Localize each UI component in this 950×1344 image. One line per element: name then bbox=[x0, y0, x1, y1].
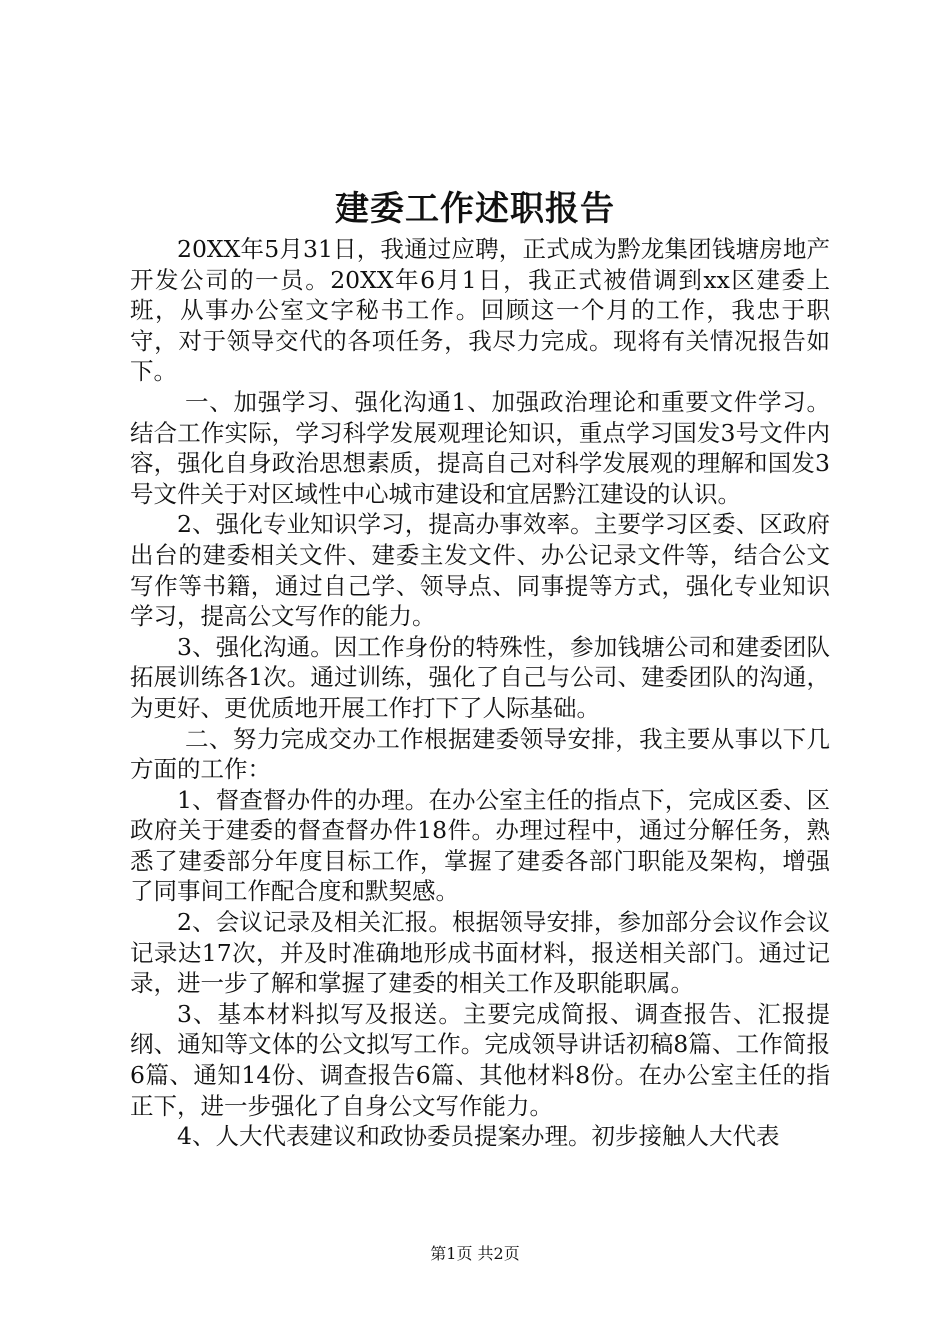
page-number-footer: 第1页 共2页 bbox=[430, 1244, 520, 1263]
paragraph-intro: 20XX年5月31日，我通过应聘，正式成为黔龙集团钱塘房地产开发公司的一员。20XX年6月1日，我正式被借调到xx区建委上班，从事办公室文字秘书工作。回顾这一个月的工作，我忠于职守，对于领导交代的各项任务，我尽力完成。现将有关情况报告如下。 bbox=[130, 235, 830, 386]
paragraph-item-2-2: 2、会议记录及相关汇报。根据领导安排，参加部分会议作会议记录达17次，并及时准确地形成书面材料，报送相关部门。通过记录，进一步了解和掌握了建委的相关工作及职能职属。 bbox=[130, 908, 830, 998]
document-title: 建委工作述职报告 bbox=[335, 189, 615, 229]
paragraph-section-2: 二、努力完成交办工作根据建委领导安排，我主要从事以下几方面的工作： bbox=[130, 724, 830, 784]
paragraph-item-2-1: 1、督查督办件的办理。在办公室主任的指点下，完成区委、区政府关于建委的督查督办件18件。办理过程中，通过分解任务，熟悉了建委部分年度目标工作，掌握了建委各部门职能及架构，增强了同事间工作配合度和默契感。 bbox=[130, 785, 830, 906]
paragraph-item-2-3: 3、基本材料拟写及报送。主要完成简报、调查报告、汇报提纲、通知等文体的公文拟写工作。完成领导讲话初稿8篇、工作简报6篇、通知14份、调查报告6篇、其他材料8份。在办公室主任的指正下，进一步强化了自身公文写作能力。 bbox=[130, 999, 830, 1120]
document-body bbox=[130, 234, 830, 1152]
paragraph-item-2-4: 4、人大代表建议和政协委员提案办理。初步接触人大代表 bbox=[177, 1122, 780, 1151]
paragraph-item-1-2: 2、强化专业知识学习，提高办事效率。主要学习区委、区政府出台的建委相关文件、建委主发文件、办公记录文件等，结合公文写作等书籍，通过自己学、领导点、同事提等方式，强化专业知识学习，提高公文写作的能力。 bbox=[130, 510, 830, 631]
paragraph-section-1: 一、加强学习、强化沟通1、加强政治理论和重要文件学习。结合工作实际，学习科学发展观理论知识，重点学习国发3号文件内容，强化自身政治思想素质，提高自己对科学发展观的理解和国发3号文件关于对区域性中心城市建设和宜居黔江建设的认识。 bbox=[130, 387, 830, 508]
paragraph-item-1-3: 3、强化沟通。因工作身份的特殊性，参加钱塘公司和建委团队拓展训练各1次。通过训练，强化了自己与公司、建委团队的沟通，为更好、更优质地开展工作打下了人际基础。 bbox=[130, 632, 830, 722]
